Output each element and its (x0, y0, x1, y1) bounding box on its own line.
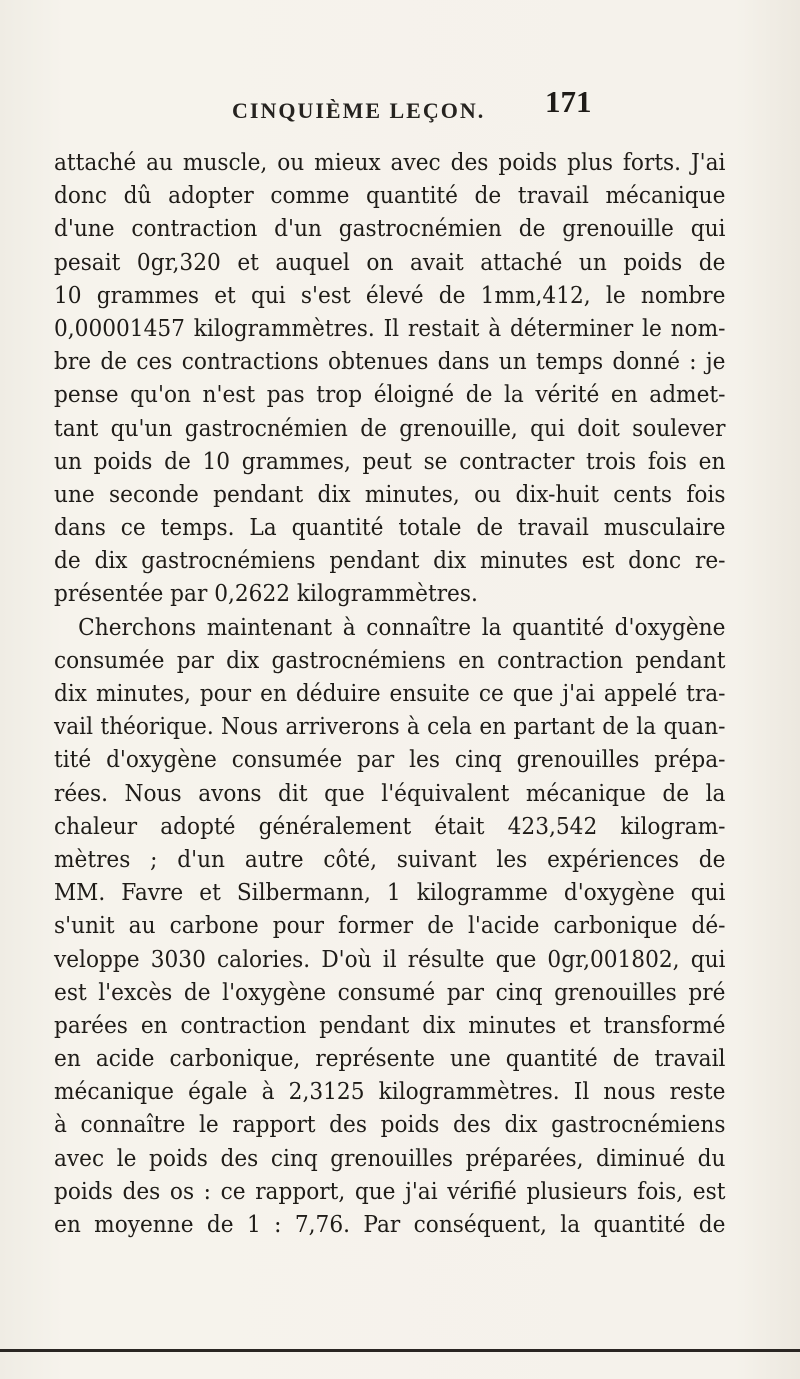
text-line: une seconde pendant dix minutes, ou dix-huit cents fois (54, 480, 726, 508)
text-line: tant qu'un gastrocnémien de grenouille, qui doit soulever (54, 414, 726, 442)
text-line: de dix gastrocnémiens pendant dix minutes est donc re- (54, 547, 726, 575)
text-line: poids des os : ce rapport, que j'ai vérifié plusieurs fois, est (54, 1177, 726, 1205)
text-line: rées. Nous avons dit que l'équivalent mécanique de la (54, 779, 726, 807)
bottom-rule (0, 1349, 800, 1352)
running-title: CINQUIÈME LEÇON. (232, 98, 486, 123)
page-number: 171 (545, 84, 592, 119)
text-line: tité d'oxygène consumée par les cinq grenouilles prépa- (54, 746, 726, 774)
text-line: en acide carbonique, représente une quantité de travail (54, 1045, 726, 1073)
text-line: s'unit au carbone pour former de l'acide carbonique dé- (54, 912, 726, 940)
text-line: est l'excès de l'oxygène consumé par cinq grenouilles pré (54, 978, 726, 1006)
text-line: MM. Favre et Silbermann, 1 kilogramme d'oxygène qui (54, 879, 726, 907)
text-line: un poids de 10 grammes, peut se contracter trois fois en (54, 447, 726, 475)
text-line: consumée par dix gastrocnémiens en contraction pendant (54, 646, 726, 674)
text-line: parées en contraction pendant dix minutes et transformé (54, 1011, 726, 1039)
text-line: bre de ces contractions obtenues dans un temps donné : je (54, 348, 726, 376)
text-line: vail théorique. Nous arriverons à cela en partant de la quan- (54, 713, 726, 741)
body-text (54, 146, 725, 1241)
text-line: d'une contraction d'un gastrocnémien de grenouille qui (54, 215, 726, 243)
text-line: Cherchons maintenant à connaître la quantité d'oxygène (78, 613, 726, 641)
text-line: à connaître le rapport des poids des dix gastrocnémiens (54, 1111, 726, 1139)
text-line: dans ce temps. La quantité totale de travail musculaire (54, 514, 726, 542)
text-line: 10 grammes et qui s'est élevé de 1mm,412, le nombre (54, 281, 726, 309)
text-line: veloppe 3030 calories. D'où il résulte que 0gr,001802, qui (54, 945, 726, 973)
text-line: chaleur adopté généralement était 423,542 kilogram- (54, 812, 726, 840)
text-line: pense qu'on n'est pas trop éloigné de la vérité en admet- (54, 381, 726, 409)
text-line: attaché au muscle, ou mieux avec des poids plus forts. J'ai (54, 149, 726, 176)
text-line: mètres ; d'un autre côté, suivant les expériences de (54, 845, 726, 873)
text-line: mécanique égale à 2,3125 kilogrammètres. Il nous reste (54, 1078, 726, 1106)
text-line: dix minutes, pour en déduire ensuite ce que j'ai appelé tra- (54, 680, 726, 707)
text-line: présentée par 0,2622 kilogrammètres. (54, 580, 478, 608)
text-line: donc dû adopter comme quantité de travail mécanique (54, 182, 726, 210)
text-line: avec le poids des cinq grenouilles préparées, diminué du (54, 1144, 726, 1172)
text-line: en moyenne de 1 : 7,76. Par conséquent, la quantité de (54, 1211, 726, 1238)
text-line: 0,00001457 kilogrammètres. Il restait à déterminer le nom- (54, 314, 726, 342)
text-line: pesait 0gr,320 et auquel on avait attaché un poids de (54, 248, 726, 276)
